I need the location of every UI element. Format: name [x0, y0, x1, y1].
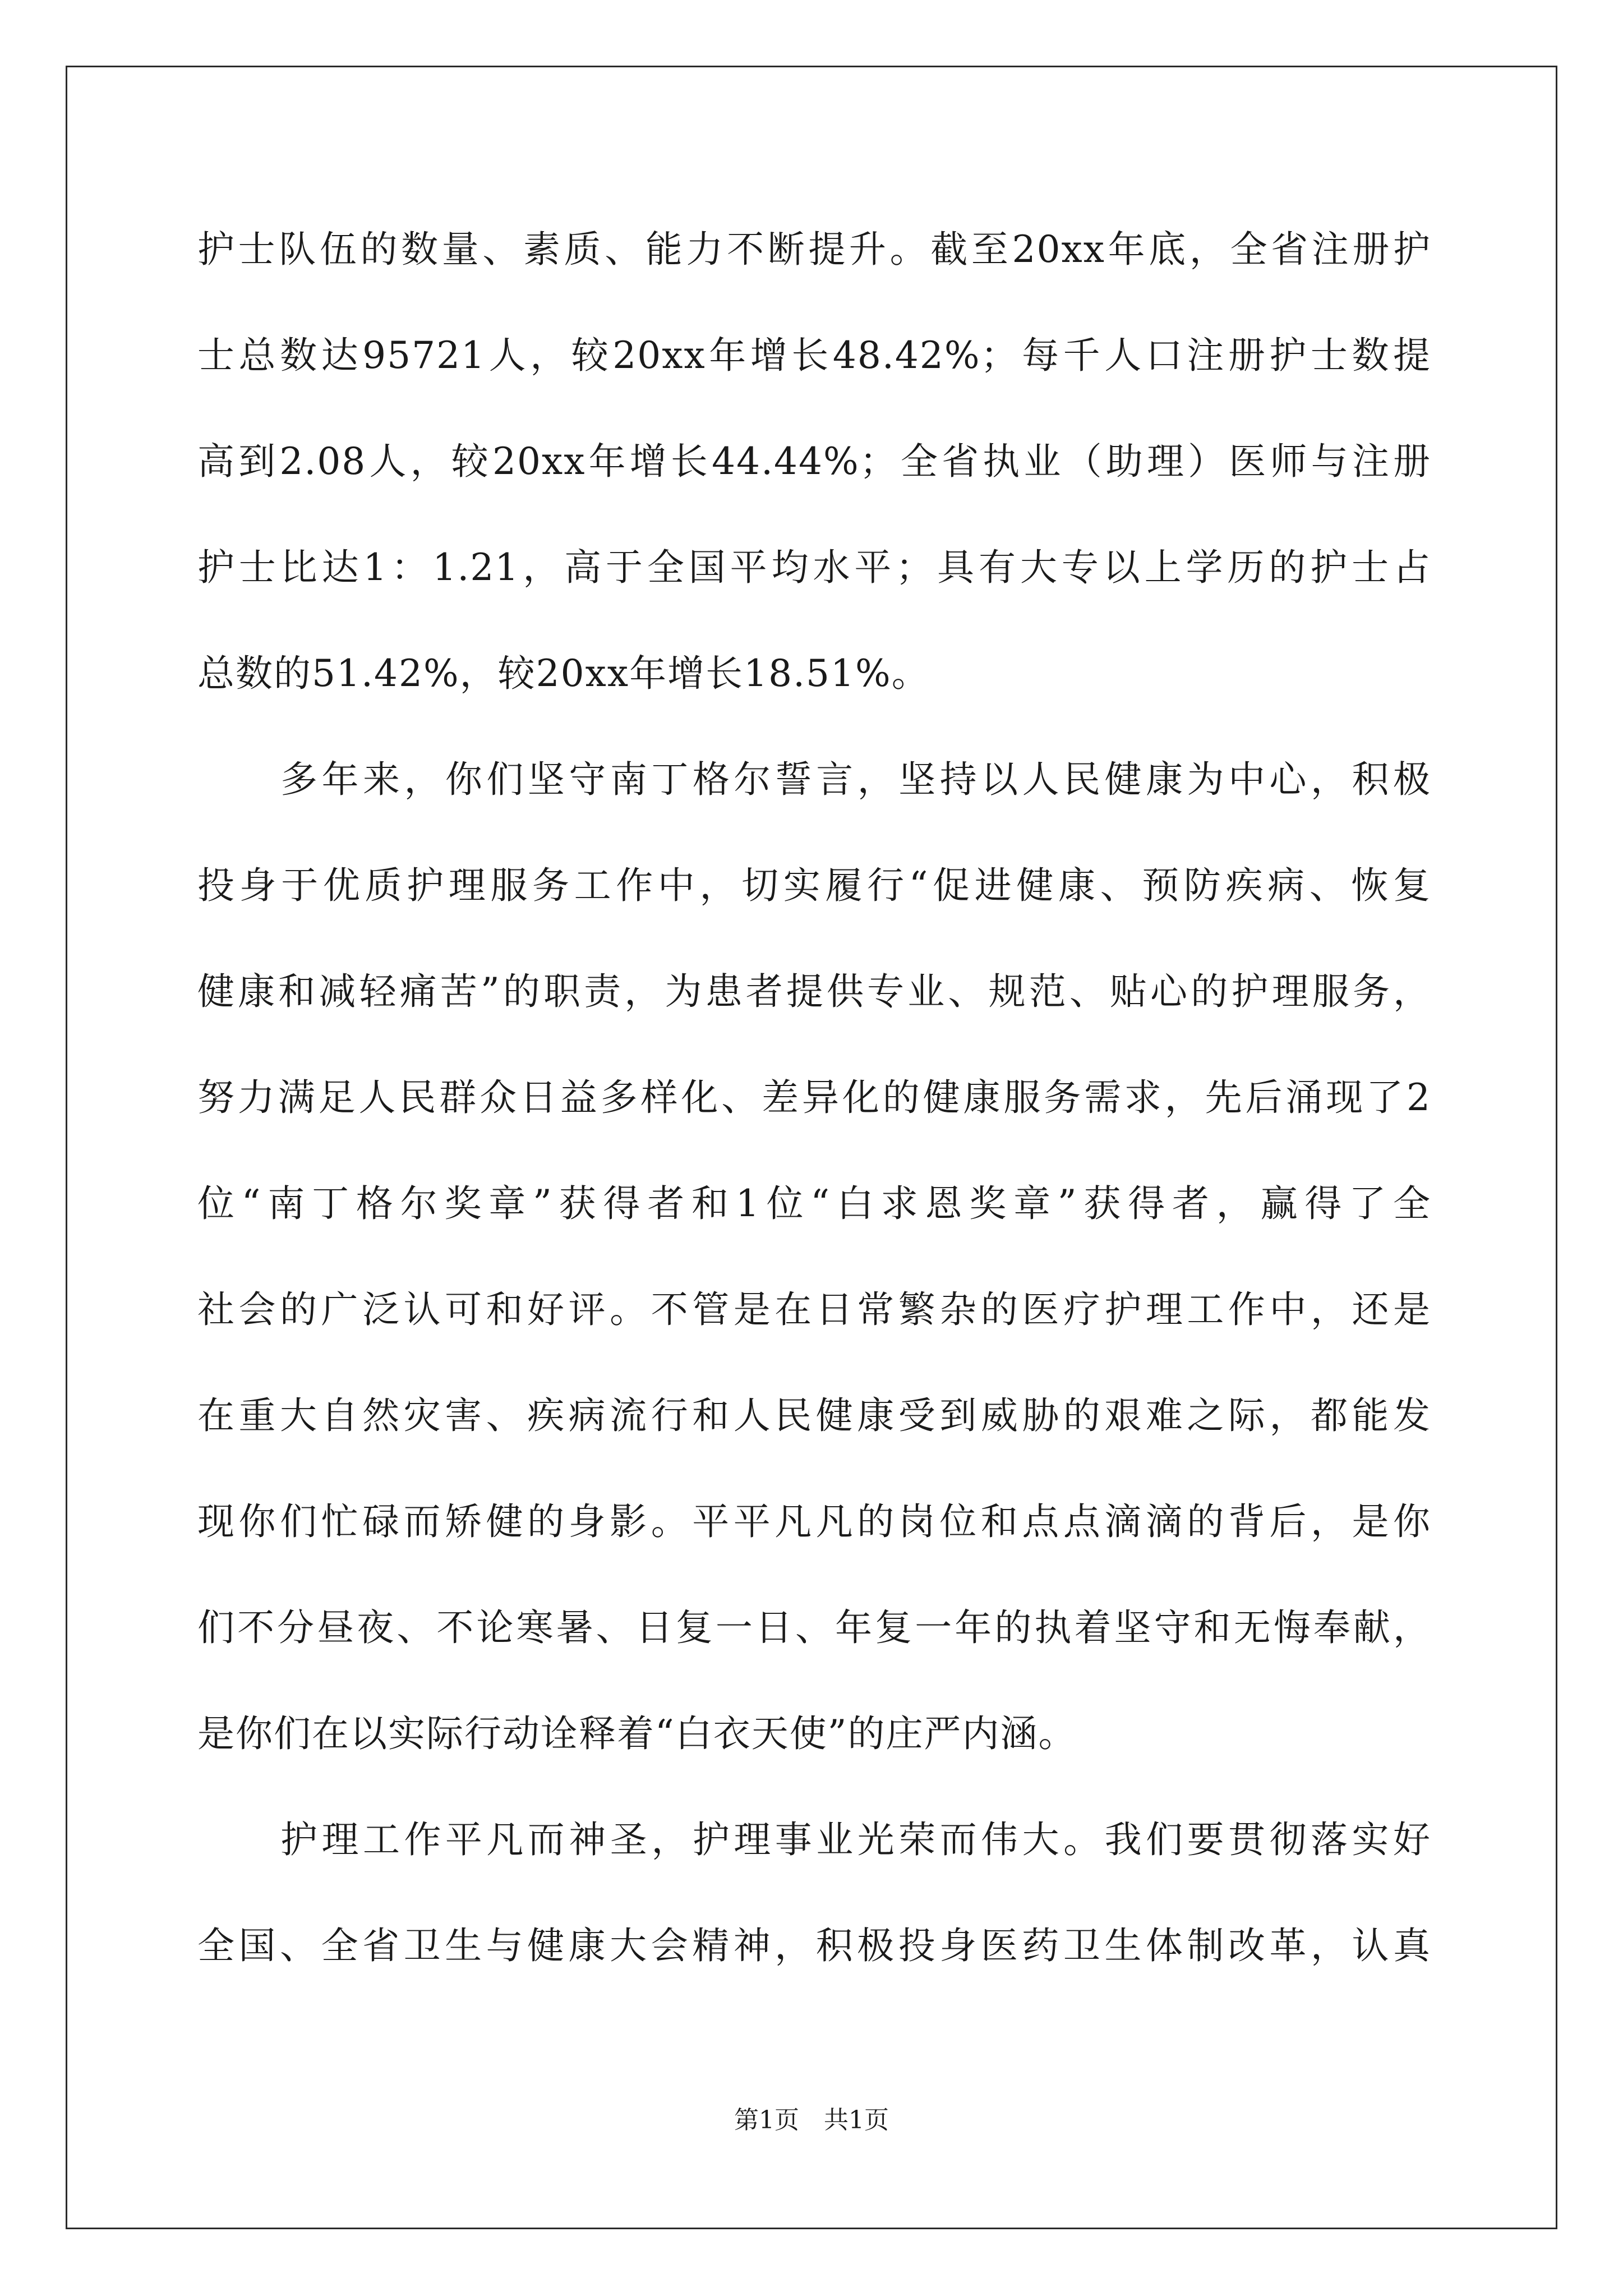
text-line: 现你们忙碌而矫健的身影。平平凡凡的岗位和点点滴滴的背后，是你: [197, 1500, 1431, 1543]
paragraph-start-line: 护理工作平凡而神圣，护理事业光荣而伟大。我们要贯彻落实好: [280, 1818, 1431, 1861]
text-line: 护士比达1：1.21，高于全国平均水平；具有大专以上学历的护士占: [197, 546, 1431, 589]
document-body: [197, 213, 1431, 2016]
page-footer: 第1页 共1页: [734, 2106, 889, 2134]
paragraph-start-line: 多年来，你们坚守南丁格尔誓言，坚持以人民健康为中心，积极: [280, 758, 1431, 801]
text-line: 投身于优质护理服务工作中，切实履行“促进健康、预防疾病、恢复: [197, 864, 1431, 907]
text-line: 全国、全省卫生与健康大会精神，积极投身医药卫生体制改革，认真: [197, 1924, 1431, 1967]
text-line: 是你们在以实际行动诠释着“白衣天使”的庄严内涵。: [197, 1712, 1077, 1755]
text-line: 在重大自然灾害、疾病流行和人民健康受到威胁的艰难之际，都能发: [197, 1394, 1431, 1437]
text-line: 总数的51.42%，较20xx年增长18.51%。: [197, 652, 930, 695]
text-line: 士总数达95721人，较20xx年增长48.42%；每千人口注册护士数提: [197, 334, 1431, 377]
text-line: 健康和减轻痛苦”的职责，为患者提供专业、规范、贴心的护理服务，: [197, 970, 1431, 1013]
text-line: 社会的广泛认可和好评。不管是在日常繁杂的医疗护理工作中，还是: [197, 1288, 1431, 1331]
text-line: 们不分昼夜、不论寒暑、日复一日、年复一年的执着坚守和无悔奉献，: [197, 1606, 1431, 1649]
text-line: 护士队伍的数量、素质、能力不断提升。截至20xx年底，全省注册护: [197, 228, 1431, 271]
text-line: 位“南丁格尔奖章”获得者和1位“白求恩奖章”获得者，赢得了全: [197, 1182, 1431, 1225]
text-line: 努力满足人民群众日益多样化、差异化的健康服务需求，先后涌现了2: [197, 1076, 1431, 1119]
text-line: 高到2.08人，较20xx年增长44.44%；全省执业（助理）医师与注册: [197, 440, 1431, 483]
